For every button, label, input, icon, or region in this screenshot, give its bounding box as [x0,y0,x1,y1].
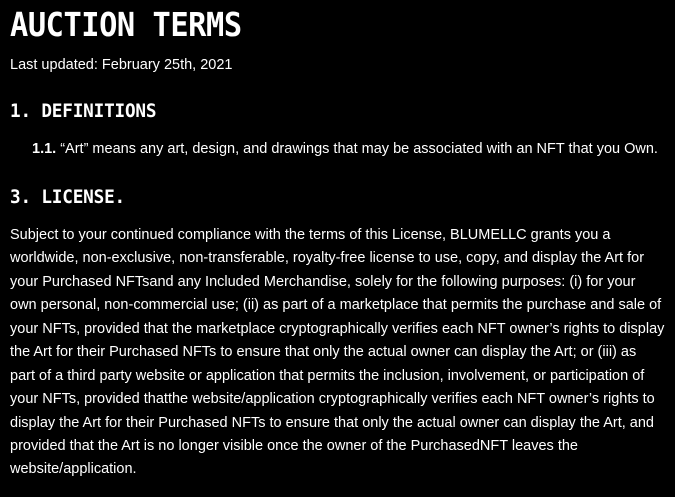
last-updated-text: Last updated: February 25th, 2021 [10,56,233,73]
clause-1-1 [10,138,665,161]
clause-number: 1.1. [32,140,57,157]
section-heading-license: 3. LICENSE. [10,185,125,208]
page-title: AUCTION TERMS [10,5,242,44]
license-body-text: Subject to your continued compliance with the terms of this License, BLUMELLC grants you a worldwide, non-exclusive, non-transferable, royalty-free license to use, copy, and display the Art for your Purchased NFTsand any Included Merchandise, solely for the following purposes: (i) for your own personal, non-commercial use; (ii) as part of a marketplace that permits the purchase and sale of your NFTs, provided that the marketplace cryptographically verifies each NFT owner’s rights to display the Art for their Purchased NFTs to ensure that only the actual owner can display the Art; or (iii) as part of a third party website or application that permits the inclusion, involvement, or participation of your NFTs, provided thatthe website/application cryptographically verifies each NFT owner’s rights to display the Art for their Purchased NFTs to ensure that only the actual owner can display the Art, and provided that the Art is no longer visible once the owner of the PurchasedNFT leaves the website/application. [10,226,665,478]
clause-text: “Art” means any art, design, and drawings that may be associated with an NFT that you Own. [56,140,658,157]
section-heading-definitions: 1. DEFINITIONS [10,99,157,122]
